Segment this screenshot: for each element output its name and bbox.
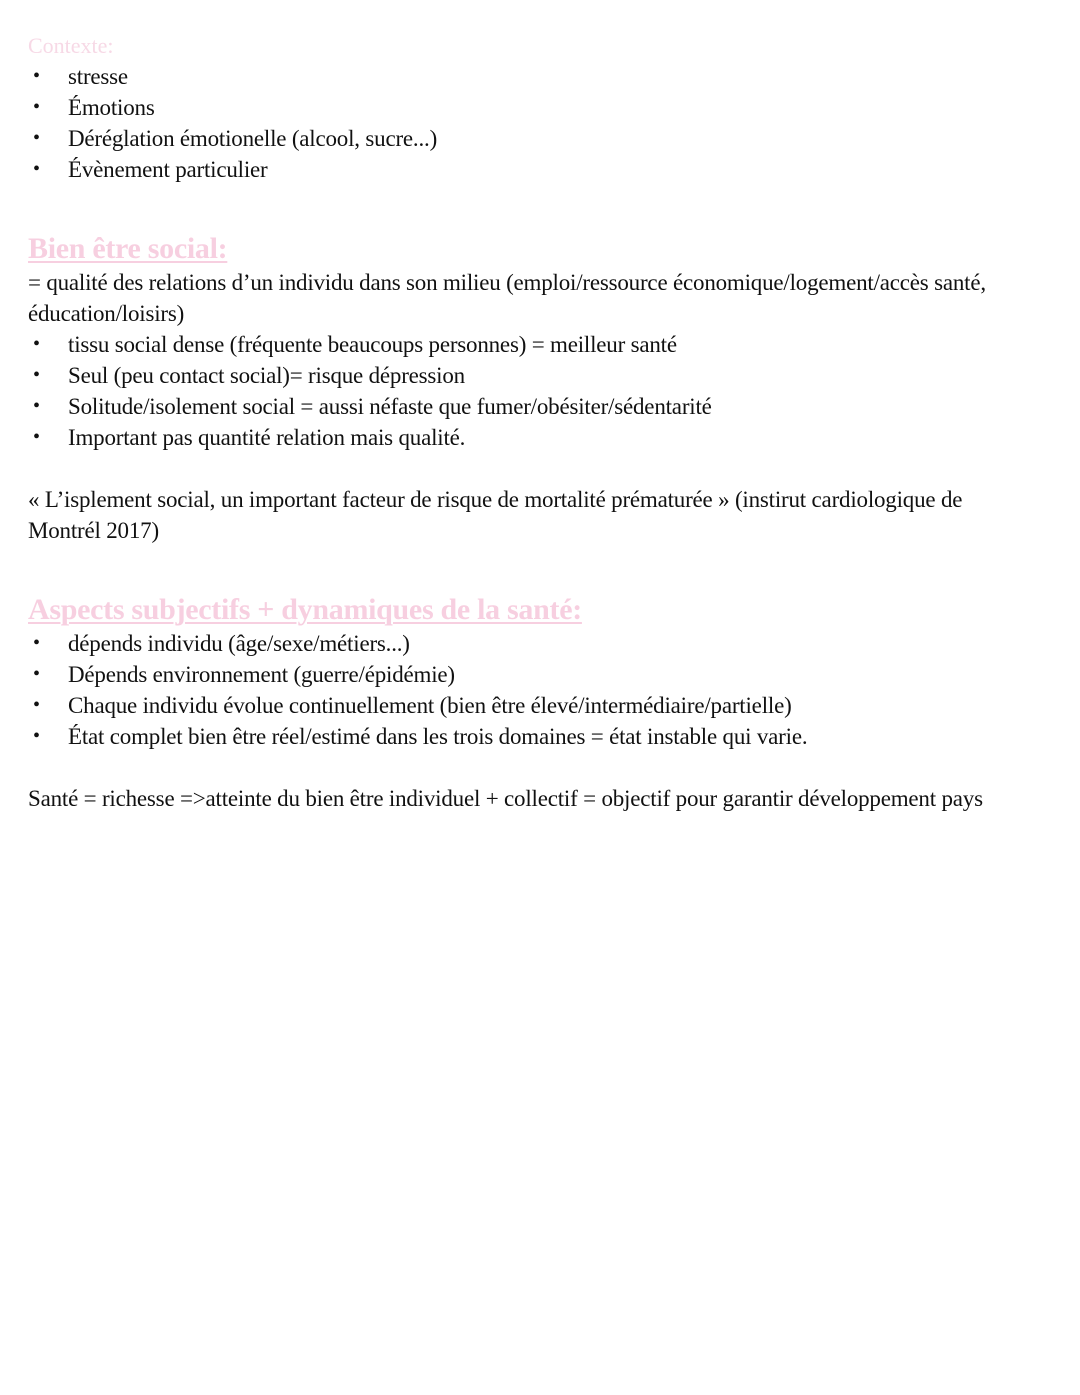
bullet-icon: • [33, 395, 40, 417]
bullet-icon: • [33, 632, 40, 654]
bullet-icon: • [33, 158, 40, 180]
social-quote: « L’isplement social, un important facteur de risque de mortalité prématurée » (instirut cardiologique de Montrél 2017) [28, 487, 963, 543]
list-item [28, 61, 1030, 92]
bullet-icon: • [33, 127, 40, 149]
bullet-icon: • [33, 65, 40, 87]
bullet-icon: • [33, 663, 40, 685]
list-item-text: tissu social dense (fréquente beaucoups personnes) = meilleur santé [68, 332, 677, 357]
list-item-text: Déréglation émotionelle (alcool, sucre...) [68, 126, 438, 151]
list-item-text: Chaque individu évolue continuellement (bien être élevé/intermédiaire/partielle) [68, 693, 792, 718]
list-item [28, 721, 1030, 752]
list-item-text: Dépends environnement (guerre/épidémie) [68, 662, 455, 687]
list-item-text: Solitude/isolement social = aussi néfaste que fumer/obésiter/sédentarité [68, 394, 712, 419]
bullet-icon: • [33, 364, 40, 386]
list-item [28, 154, 1030, 185]
list-item-text: dépends individu (âge/sexe/métiers...) [68, 631, 410, 656]
list-item [28, 690, 1030, 721]
social-heading: Bien être social: [28, 232, 228, 265]
list-item [28, 92, 1030, 123]
bullet-icon: • [33, 333, 40, 355]
bullet-icon: • [33, 96, 40, 118]
list-item-text: Émotions [68, 95, 155, 120]
spacer [28, 752, 1030, 783]
list-item [28, 659, 1030, 690]
list-item-text: stresse [68, 64, 128, 89]
spacer [28, 185, 1030, 231]
list-item-text: Important pas quantité relation mais qualité. [68, 425, 466, 450]
aspects-heading: Aspects subjectifs + dynamiques de la santé: [28, 593, 582, 626]
bullet-icon: • [33, 725, 40, 747]
list-item [28, 422, 1030, 453]
bullet-icon: • [33, 426, 40, 448]
list-item [28, 628, 1030, 659]
social-list [28, 329, 1030, 453]
list-item [28, 360, 1030, 391]
social-definition: = qualité des relations d’un individu dans son milieu (emploi/ressource économique/logement/accès santé, éducation/loisirs) [28, 270, 986, 326]
list-item [28, 123, 1030, 154]
spacer [28, 546, 1030, 592]
aspects-list [28, 628, 1030, 752]
list-item-text: État complet bien être réel/estimé dans les trois domaines = état instable qui varie. [68, 724, 808, 749]
aspects-conclusion: Santé = richesse =>atteinte du bien être individuel + collectif = objectif pour garantir développement pays [28, 786, 983, 811]
context-label: Contexte: [28, 33, 114, 58]
list-item-text: Évènement particulier [68, 157, 268, 182]
context-list [28, 61, 1030, 185]
list-item [28, 329, 1030, 360]
list-item-text: Seul (peu contact social)= risque dépression [68, 363, 465, 388]
bullet-icon: • [33, 694, 40, 716]
spacer [28, 453, 1030, 484]
list-item [28, 391, 1030, 422]
